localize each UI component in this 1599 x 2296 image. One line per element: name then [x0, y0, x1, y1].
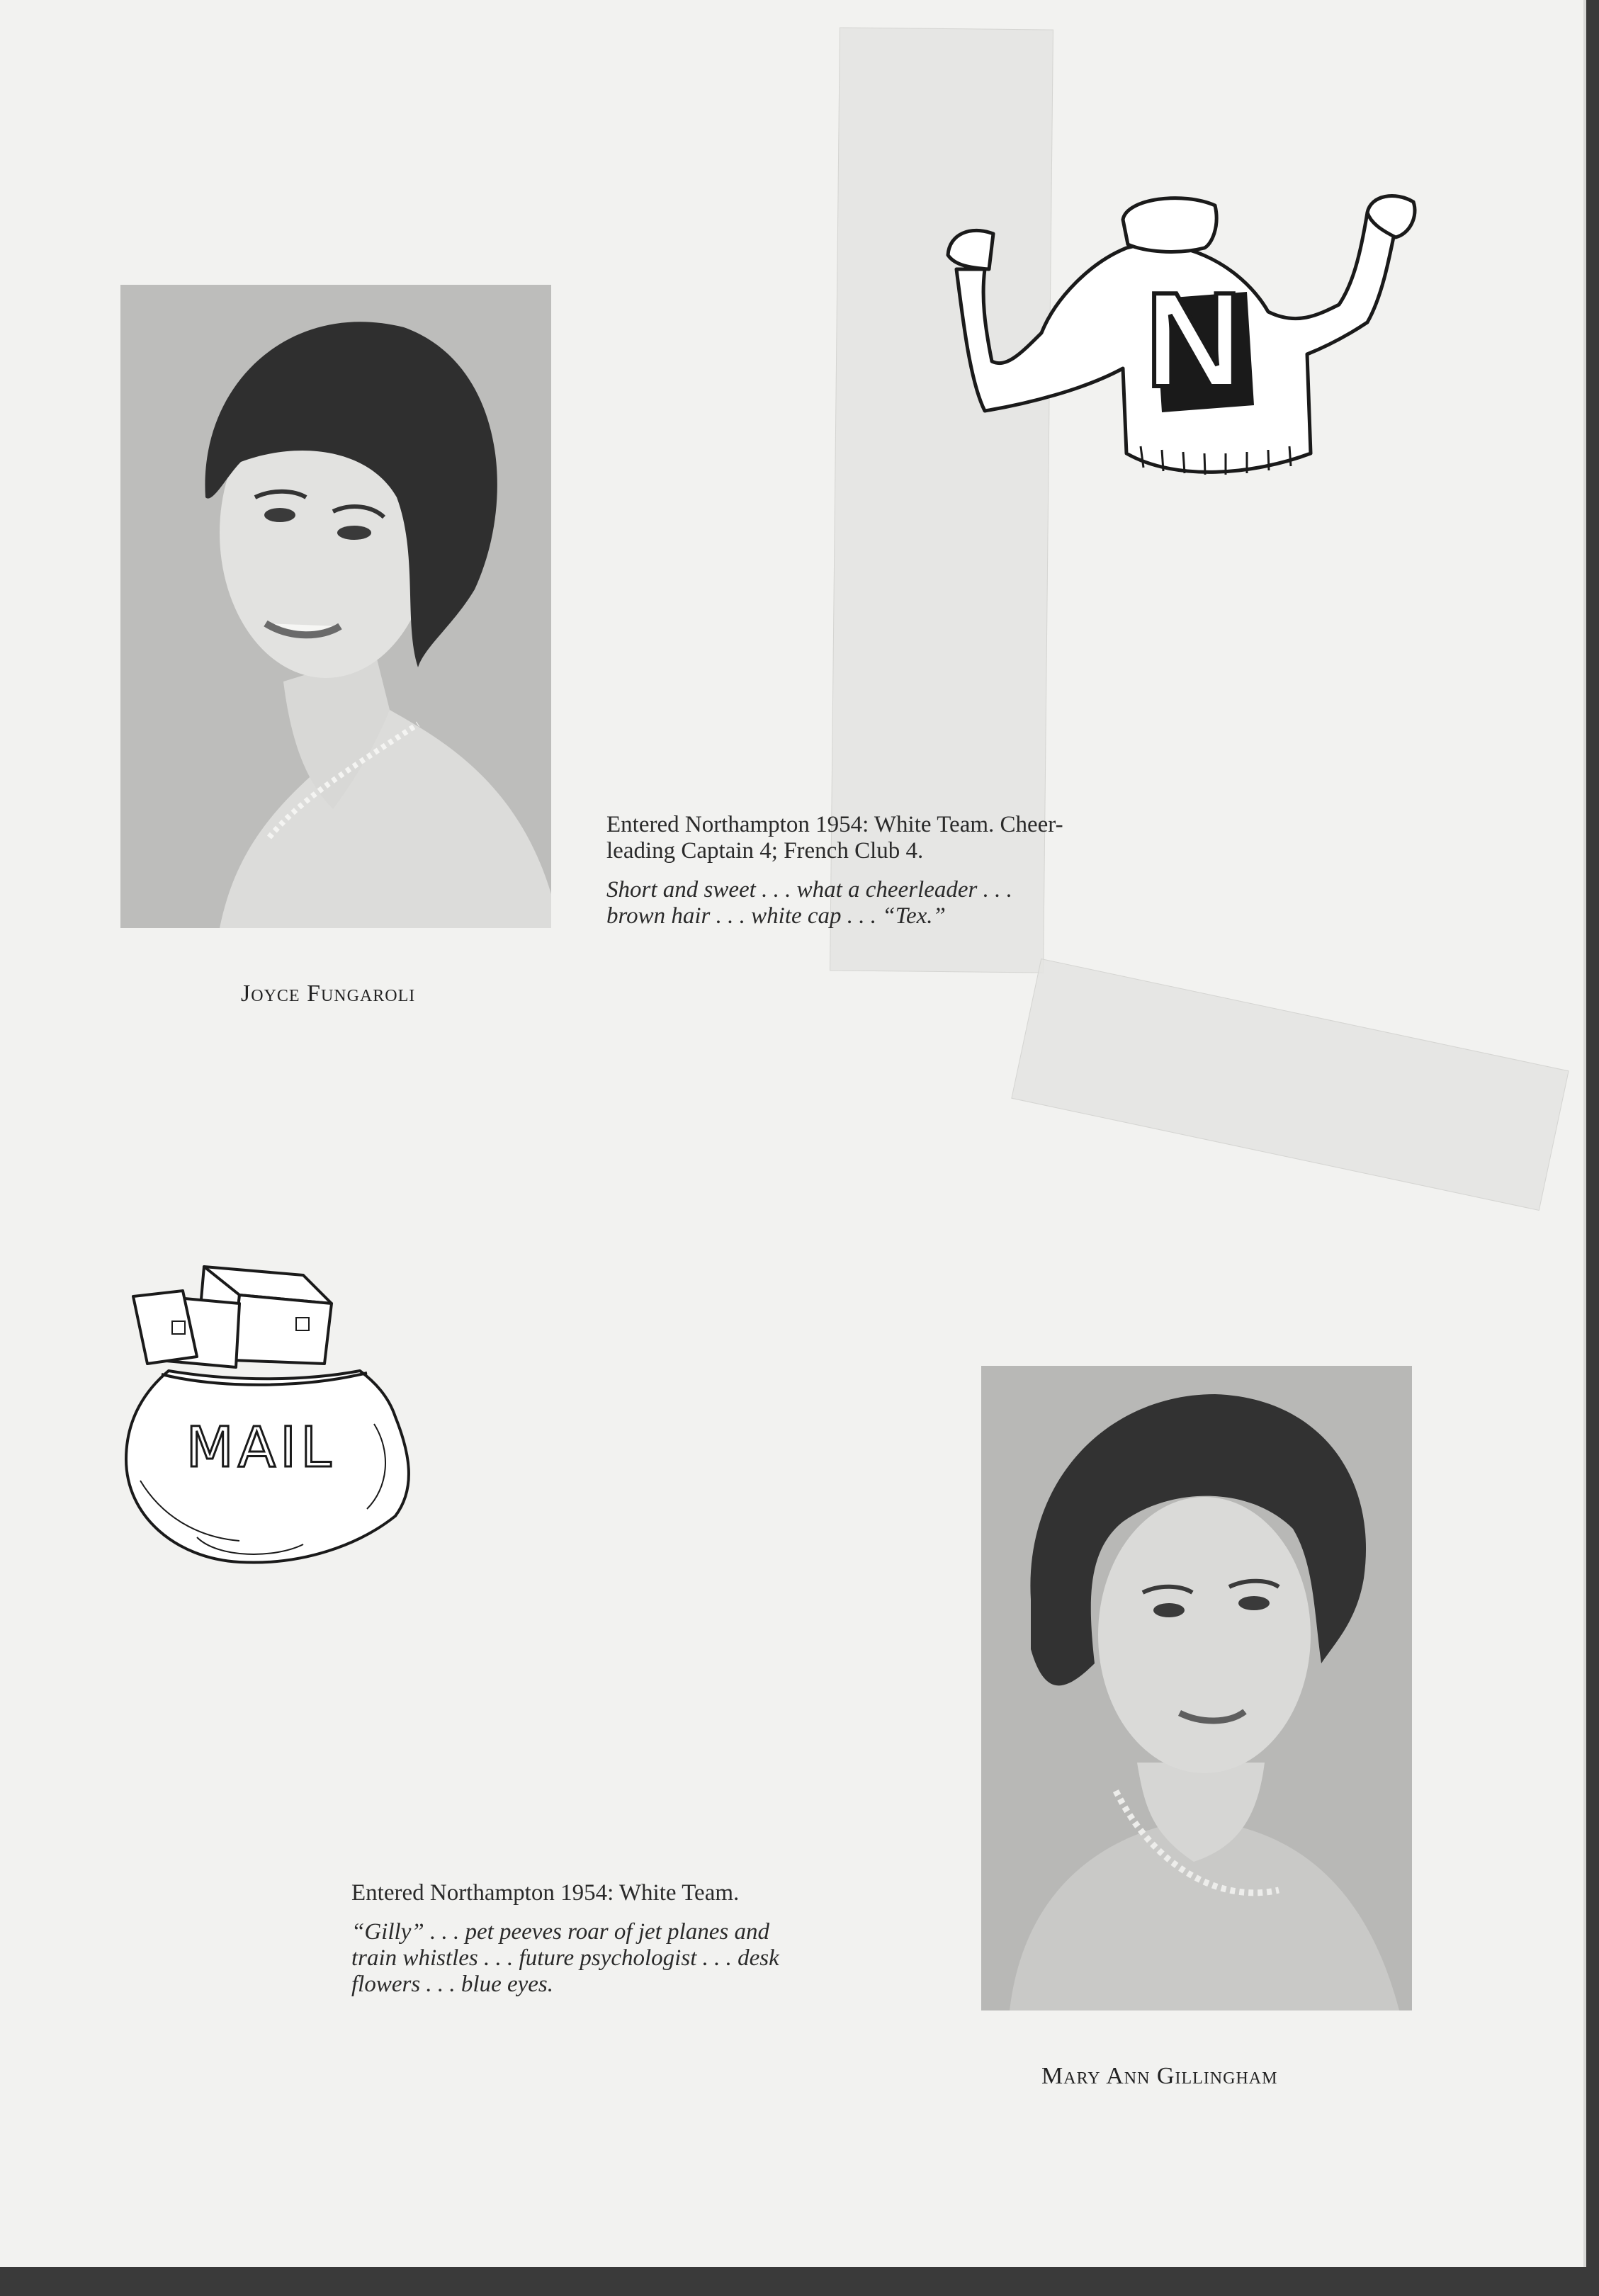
sweater-letter: N — [1145, 265, 1243, 415]
activities-line: Entered Northampton 1954: White Team. Cheer- — [606, 812, 1063, 837]
quote-line: brown hair . . . white cap . . . “Tex.” — [606, 903, 946, 929]
mail-label: MAIL — [186, 1416, 336, 1480]
quote-line: flowers . . . blue eyes. — [351, 1972, 554, 1997]
quote-line: Short and sweet . . . what a cheerleader . . . — [606, 877, 1012, 903]
portrait-mary-ann-gillingham — [981, 1366, 1412, 2011]
portrait-joyce-fungaroli — [120, 285, 551, 928]
quote-line: “Gilly” . . . pet peeves roar of jet planes and — [351, 1919, 769, 1945]
quote-line: train whistles . . . future psychologist . . . desk — [351, 1945, 779, 1971]
student-name: Joyce Fungaroli — [241, 980, 416, 1007]
mail-bag-icon — [119, 1247, 431, 1580]
student-bio — [351, 1880, 947, 1998]
activities-line: Entered Northampton 1954: White Team. — [351, 1880, 740, 1906]
tape-strip-diagonal — [1011, 958, 1569, 1211]
student-bio — [606, 812, 1187, 929]
activities-line: leading Captain 4; French Club 4. — [606, 838, 924, 864]
letter-sweater-icon — [942, 184, 1424, 489]
student-name: Mary Ann Gillingham — [1041, 2063, 1278, 2089]
